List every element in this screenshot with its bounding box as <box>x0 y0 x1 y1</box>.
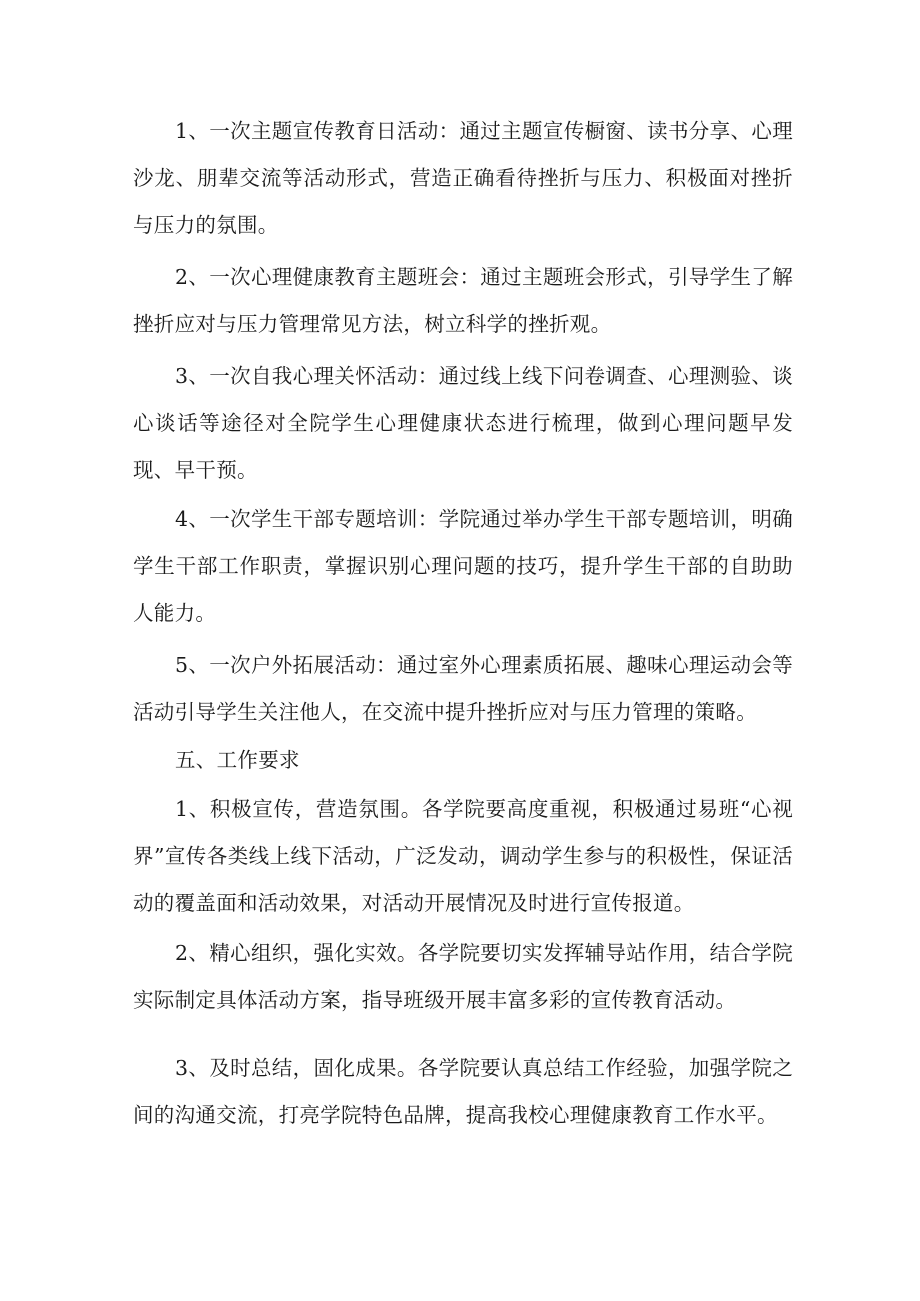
activity-item-2: 2、一次心理健康教育主题班会：通过主题班会形式，引导学生了解挫折应对与压力管理常见方法，树立科学的挫折观。 <box>133 265 793 336</box>
section-heading-work-requirements: 五、工作要求 <box>175 748 300 772</box>
activity-item-1: 1、一次主题宣传教育日活动：通过主题宣传橱窗、读书分享、心理沙龙、朋辈交流等活动形式，营造正确看待挫折与压力、积极面对挫折与压力的氛围。 <box>133 119 793 237</box>
activity-item-5: 5、一次户外拓展活动：通过室外心理素质拓展、趣味心理运动会等活动引导学生关注他人，在交流中提升挫折应对与压力管理的策略。 <box>133 653 793 724</box>
activity-item-4: 4、一次学生干部专题培训：学院通过举办学生干部专题培训，明确学生干部工作职责，掌握识别心理问题的技巧，提升学生干部的自助助人能力。 <box>133 507 793 625</box>
requirement-item-1: 1、积极宣传，营造氛围。各学院要高度重视，积极通过易班“心视界”宣传各类线上线下活动，广泛发动，调动学生参与的积极性，保证活动的覆盖面和活动效果，对活动开展情况及时进行宣传报道。 <box>133 797 793 915</box>
activity-item-3: 3、一次自我心理关怀活动：通过线上线下问卷调查、心理测验、谈心谈话等途径对全院学生心理健康状态进行梳理，做到心理问题早发现、早干预。 <box>133 364 793 482</box>
requirement-item-3: 3、及时总结，固化成果。各学院要认真总结工作经验，加强学院之间的沟通交流，打亮学院特色品牌，提高我校心理健康教育工作水平。 <box>133 1056 793 1127</box>
requirement-item-2: 2、精心组织，强化实效。各学院要切实发挥辅导站作用，结合学院实际制定具体活动方案，指导班级开展丰富多彩的宣传教育活动。 <box>133 941 793 1012</box>
